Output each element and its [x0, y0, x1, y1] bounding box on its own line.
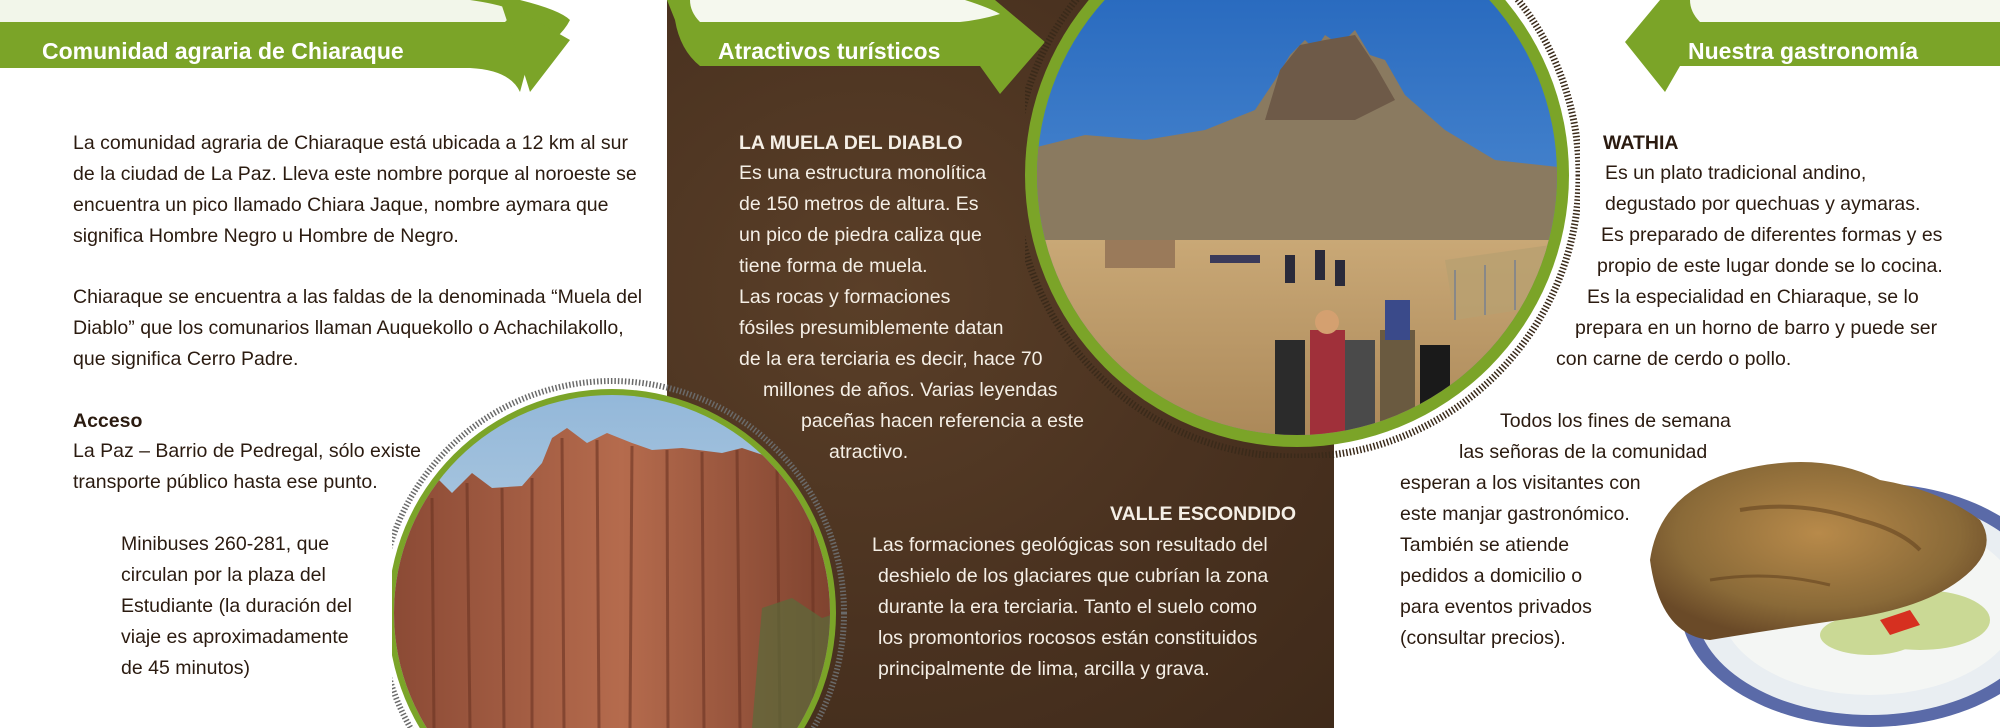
wathia-paragraph	[1555, 158, 1995, 375]
text-line: de la ciudad de La Paz. Lleva este nombre porque al noroeste se	[73, 163, 637, 185]
text-line: prepara en un horno de barro y puede ser	[1575, 317, 1938, 339]
text-line: paceñas hacen referencia a este	[801, 410, 1084, 432]
left-second-paragraph	[73, 282, 643, 375]
valle-paragraph	[872, 530, 1296, 685]
text-line: significa Hombre Negro u Hombre de Negro.	[73, 225, 459, 247]
muela-del-diablo-photo	[1025, 0, 1580, 458]
text-line: millones de años. Varias leyendas	[763, 379, 1058, 401]
text-line: esperan a los visitantes con	[1400, 472, 1641, 494]
text-line: Diablo” que los comunarios llaman Auquekollo o Achachilakollo,	[73, 317, 624, 339]
text-line: fósiles presumiblemente datan	[739, 317, 1004, 339]
wathia-heading: WATHIA	[1603, 132, 1679, 154]
text-line: los promontorios rocosos están constituidos	[878, 627, 1258, 649]
text-line: deshielo de los glaciares que cubrían la zona	[878, 565, 1269, 587]
text-line: de 45 minutos)	[121, 657, 250, 679]
text-line: propio de este lugar donde se lo cocina.	[1597, 255, 1943, 277]
text-line: Minibuses 260-281, que	[121, 533, 330, 555]
text-line: Las rocas y formaciones	[739, 286, 951, 308]
text-line: viaje es aproximadamente	[121, 626, 349, 648]
banner-middle-label: Atractivos turísticos	[718, 38, 941, 64]
text-line: Todos los fines de semana	[1500, 410, 1731, 432]
left-intro-paragraph	[73, 128, 637, 252]
text-line: durante la era terciaria. Tanto el suelo como	[878, 596, 1258, 618]
text-line: También se atiende	[1400, 534, 1570, 556]
valle-heading: VALLE ESCONDIDO	[1110, 503, 1296, 525]
text-line: un pico de piedra caliza que	[739, 224, 982, 246]
text-line: para eventos privados	[1400, 596, 1592, 618]
text-line: este manjar gastronómico.	[1400, 503, 1630, 525]
text-line: con carne de cerdo o pollo.	[1556, 348, 1792, 370]
text-line: Estudiante (la duración del	[121, 595, 352, 617]
banner-left-label: Comunidad agraria de Chiaraque	[42, 38, 404, 64]
access-heading: Acceso	[73, 410, 143, 432]
text-line: atractivo.	[829, 441, 909, 463]
text-line: de 150 metros de altura. Es	[739, 193, 979, 215]
text-line: degustado por quechuas y aymaras.	[1605, 193, 1921, 215]
text-line: Las formaciones geológicas son resultado del	[872, 534, 1268, 556]
muela-heading: LA MUELA DEL DIABLO	[739, 132, 963, 154]
text-line: encuentra un pico llamado Chiara Jaque, nombre aymara que	[73, 194, 609, 216]
text-line: Es un plato tradicional andino,	[1605, 162, 1867, 184]
text-line: transporte público hasta ese punto.	[73, 471, 378, 493]
text-line: (consultar precios).	[1400, 627, 1566, 649]
text-line: La comunidad agraria de Chiaraque está ubicada a 12 km al sur	[73, 132, 629, 154]
text-line: tiene forma de muela.	[739, 255, 928, 277]
weekend-paragraph	[1400, 406, 1760, 654]
text-line: pedidos a domicilio o	[1400, 565, 1583, 587]
text-line: las señoras de la comunidad	[1459, 441, 1708, 463]
text-line: Es la especialidad en Chiaraque, se lo	[1587, 286, 1919, 308]
text-line: Chiaraque se encuentra a las faldas de la denominada “Muela del	[73, 286, 643, 308]
text-line: principalmente de lima, arcilla y grava.	[878, 658, 1210, 680]
minibus-paragraph	[121, 529, 352, 684]
access-paragraph	[73, 436, 421, 498]
text-line: Es una estructura monolítica	[739, 162, 987, 184]
text-line: de la era terciaria es decir, hace 70	[739, 348, 1043, 370]
text-line: que significa Cerro Padre.	[73, 348, 299, 370]
text-line: La Paz – Barrio de Pedregal, sólo existe	[73, 440, 421, 462]
text-line: circulan por la plaza del	[121, 564, 326, 586]
text-line: Es preparado de diferentes formas y es	[1601, 224, 1943, 246]
banner-right-label: Nuestra gastronomía	[1688, 38, 1919, 64]
